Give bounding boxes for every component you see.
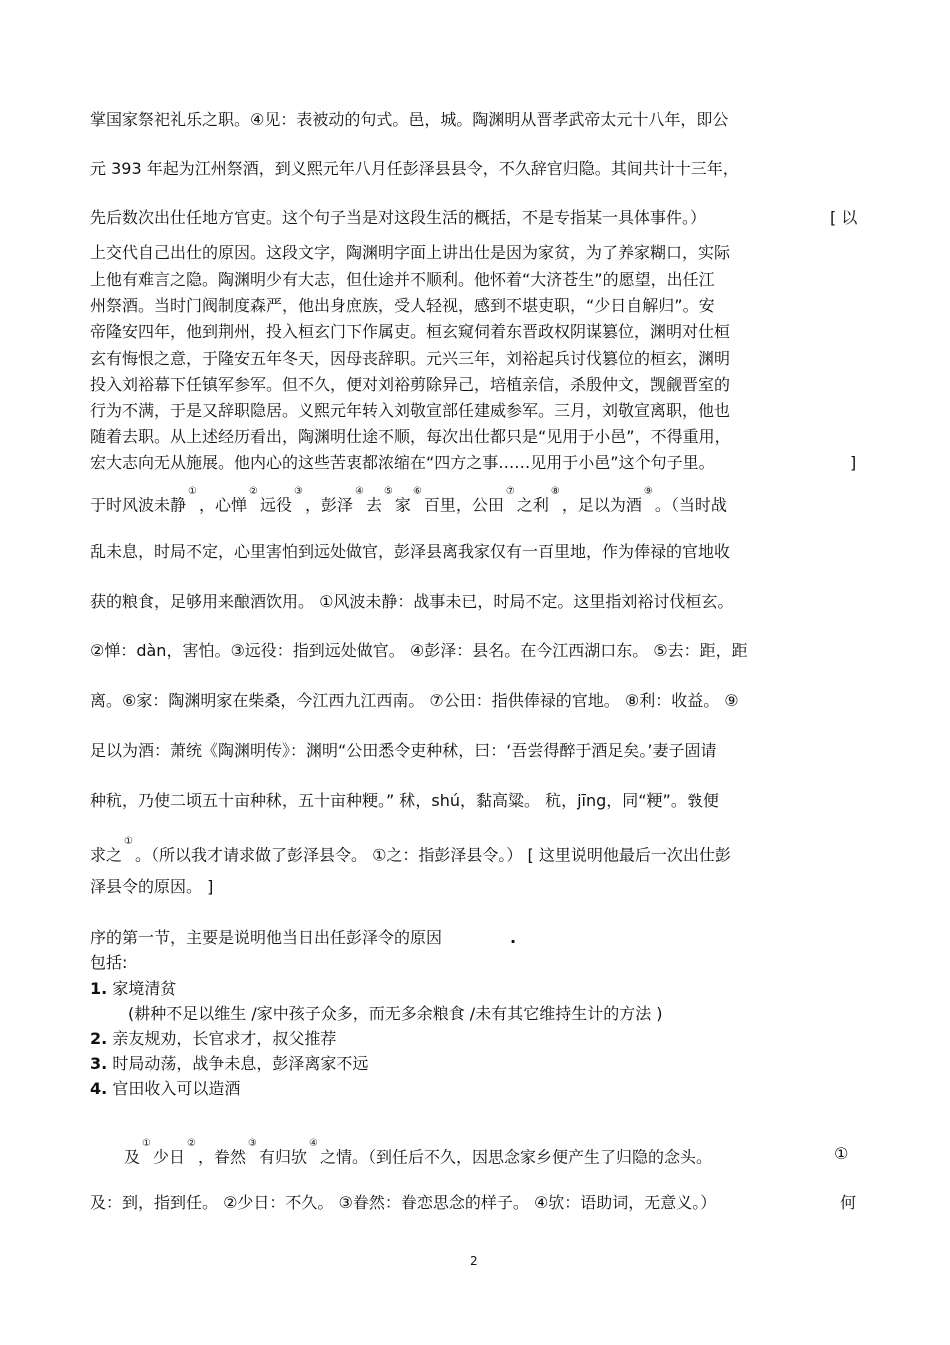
list-item bbox=[90, 979, 176, 999]
note-mark: ② bbox=[187, 1138, 196, 1149]
list-text: 亲友规劝，长官求才，叔父推荐 bbox=[112, 1029, 337, 1048]
text-line: 投入刘裕幕下任镇军参军。但不久，便对刘裕剪除异己，培植亲信，杀殷仲文，觊觎晋室的 bbox=[90, 375, 731, 394]
qiu-text: 求之 bbox=[90, 845, 123, 865]
note-mark: ⑦ bbox=[505, 486, 515, 497]
verse-text: 百里，公田 bbox=[423, 495, 504, 515]
verse-text: 远役 bbox=[259, 495, 292, 515]
note-mark: ⑥ bbox=[412, 486, 422, 497]
verse-line bbox=[90, 486, 727, 515]
note-mark: ⑧ bbox=[550, 486, 560, 497]
verse-text: 。（当时战 bbox=[654, 495, 727, 515]
text-line: 上交代自己出仕的原因。这段文字，陶渊明字面上讲出仕是因为家贫，为了养家糊口，实际 bbox=[90, 243, 731, 262]
text-line: ②惮：dàn，害怕。③远役：指到远处做官。 ④彭泽：县名。在今江西湖口东。 ⑤去：距，距 bbox=[90, 641, 748, 660]
verse-text: 于时风波未静 bbox=[90, 495, 187, 515]
note-mark: ③ bbox=[293, 486, 303, 497]
verse-text: 之利 bbox=[516, 495, 549, 515]
text-line: 掌国家祭祀礼乐之职。④见：表被动的句式。邑，城。陶渊明从晋孝武帝太元十八年，即公 bbox=[90, 110, 729, 129]
text-line: 足以为酒：萧统《陶渊明传》：渊明“公田悉令吏种秫，曰：‘吾尝得醉于酒足矣。’妻子固请 bbox=[90, 741, 717, 760]
list-number: 2. bbox=[90, 1029, 108, 1048]
note-mark: ⑤ bbox=[383, 486, 393, 497]
verse-text: 家 bbox=[394, 495, 411, 515]
text-line: 元 393 年起为江州祭酒，到义熙元年八月任彭泽县县令，不久辞官归隐。其间共计十三年， bbox=[90, 159, 739, 178]
bracket-close: ] bbox=[850, 453, 857, 472]
note-mark: ① bbox=[188, 486, 197, 497]
ji-text: 之情。（到任后不久，因思念家乡便产生了归隐的念头。 bbox=[319, 1147, 712, 1167]
text-line: 泽县令的原因。 ] bbox=[90, 877, 214, 896]
bracket-open: [ 以 bbox=[830, 208, 858, 227]
text-tail: 何 bbox=[840, 1193, 857, 1212]
ji-text: ，眷然 bbox=[197, 1147, 246, 1167]
text-line: 乱未息，时局不定，心里害怕到远处做官，彭泽县离我家仅有一百里地，作为俸禄的官地收 bbox=[90, 542, 731, 561]
text-line bbox=[90, 836, 731, 865]
note-mark: ① bbox=[124, 836, 133, 847]
page-number: 2 bbox=[470, 1254, 478, 1268]
heading-period: . bbox=[510, 928, 517, 947]
text-line: 获的粮食，足够用来酿酒饮用。 ①风波未静：战事未已，时局不定。这里指刘裕讨伐桓玄。 bbox=[90, 592, 734, 611]
verse-text: 去 bbox=[365, 495, 382, 515]
ji-line bbox=[124, 1138, 712, 1167]
ji-text: 少日 bbox=[152, 1147, 185, 1167]
text-line: 及：到，指到任。 ②少日：不久。 ③眷然：眷恋思念的样子。 ④欤：语助词，无意义。） bbox=[90, 1193, 717, 1212]
verse-text: ，足以为酒 bbox=[561, 495, 642, 515]
text-line: 玄有悔恨之意，于隆安五年冬天，因母丧辞职。元兴三年，刘裕起兵讨伐篡位的桓玄，渊明 bbox=[90, 349, 731, 368]
list-text: 家境清贫 bbox=[112, 979, 177, 998]
text-line: 州祭酒。当时门阀制度森严，他出身庶族，受人轻视，感到不堪吏职，“少日自解归”。安 bbox=[90, 296, 715, 315]
list-text: 官田收入可以造酒 bbox=[112, 1079, 241, 1098]
text-line: 随着去职。从上述经历看出，陶渊明仕途不顺，每次出仕都只是“见用于小邑”，不得重用， bbox=[90, 427, 731, 446]
text-line: 行为不满，于是又辞职隐居。义熙元年转入刘敬宣部任建威参军。三月，刘敬宣离职，他也 bbox=[90, 401, 731, 420]
list-subtext: (耕种不足以维生 /家中孩子众多，而无多余粮食 /未有其它维持生计的方法 ) bbox=[128, 1004, 663, 1023]
text-line: 上他有难言之隐。陶渊明少有大志，但仕途并不顺利。他怀着“大济苍生”的愿望，出任江 bbox=[90, 270, 715, 289]
note-mark: ② bbox=[249, 486, 258, 497]
text-run: 。（所以我才请求做了彭泽县令。 ①之：指彭泽县令。） [ 这里说明他最后一次出仕彭 bbox=[134, 845, 731, 865]
text-line: 宏大志向无从施展。他内心的这些苦衷都浓缩在“四方之事……见用于小邑”这个句子里。 bbox=[90, 453, 715, 472]
text-line: 离。⑥家：陶渊明家在柴桑，今江西九江西南。 ⑦公田：指供俸禄的官地。 ⑧利：收益。 ⑨ bbox=[90, 691, 739, 710]
text-line: 种秔，乃使二顷五十亩种秫，五十亩种粳。” 秫，shú，黏高粱。 秔，jīng，同“粳”。𢽾便 bbox=[90, 791, 719, 810]
text-line: 先后数次出仕任地方官吏。这个句子当是对这段生活的概括，不是专指某一具体事件。） bbox=[90, 208, 707, 227]
note-mark: ⑨ bbox=[643, 486, 653, 497]
note-mark-end: ① bbox=[834, 1144, 849, 1163]
ji-text: 及 bbox=[124, 1147, 141, 1167]
list-text: 时局动荡，战争未息，彭泽离家不远 bbox=[112, 1054, 369, 1073]
list-number: 1. bbox=[90, 979, 108, 998]
section-heading: 序的第一节，主要是说明他当日出任彭泽令的原因 bbox=[90, 928, 443, 947]
list-item bbox=[90, 1029, 336, 1049]
note-mark: ③ bbox=[247, 1138, 257, 1149]
list-number: 3. bbox=[90, 1054, 108, 1073]
list-item bbox=[90, 1079, 240, 1099]
text-line: 帝隆安四年，他到荆州，投入桓玄门下作属吏。桓玄窥伺着东晋政权阴谋篡位，渊明对仕桓 bbox=[90, 322, 731, 341]
list-item bbox=[90, 1054, 368, 1074]
verse-text: ，彭泽 bbox=[304, 495, 353, 515]
list-intro: 包括: bbox=[90, 953, 128, 972]
note-mark: ④ bbox=[308, 1138, 318, 1149]
note-mark: ① bbox=[142, 1138, 151, 1149]
ji-text: 有归欤 bbox=[258, 1147, 307, 1167]
verse-text: ，心惮 bbox=[198, 495, 247, 515]
list-number: 4. bbox=[90, 1079, 108, 1098]
note-mark: ④ bbox=[354, 486, 364, 497]
